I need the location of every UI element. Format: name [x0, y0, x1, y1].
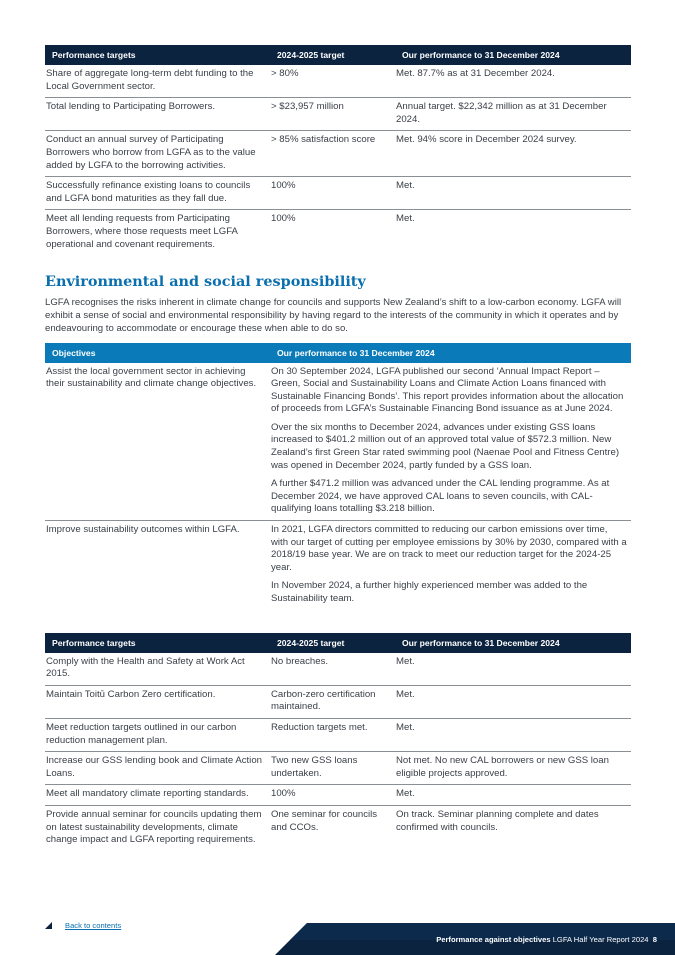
- footer-report-title: LGFA Half Year Report 2024: [552, 935, 649, 944]
- table-row: [45, 131, 631, 177]
- table-header-row: [45, 45, 631, 65]
- table-row: [45, 98, 631, 131]
- table-row: [45, 177, 631, 210]
- table-cell: Met.: [395, 718, 631, 751]
- table-cell: > $23,957 million: [270, 98, 395, 131]
- section-heading: Environmental and social responsibility: [45, 273, 366, 291]
- table-cell: No breaches.: [270, 653, 395, 686]
- table-cell: Meet all lending requests from Participating Borrowers, where those requests meet LGFA operational and covenant requirements.: [46, 213, 238, 250]
- table-cell: Carbon-zero certification maintained.: [270, 685, 395, 718]
- column-header: Performance targets: [45, 45, 270, 65]
- table-cell: 100%: [270, 177, 395, 210]
- table-cell: Maintain Toitū Carbon Zero certification.: [45, 685, 270, 718]
- table-cell: Met.: [395, 785, 631, 806]
- table-row: [45, 210, 631, 255]
- performance-paragraph: In 2021, LGFA directors committed to reducing our carbon emissions over time, with our target of cutting per employee emissions by 30% by 2030, compared with a 2018/19 base year. We are on track to meet our reduction target for the 2024-25 year.: [271, 524, 627, 573]
- section-intro: LGFA recognises the risks inherent in climate change for councils and supports New Zealand’s shift to a low-carbon economy. LGFA will exhibit a sense of social and environmental responsibility by having regard to the interests of the community in which it operates and by endeavouring to accommodate or encourage these when able to do so.: [45, 297, 622, 334]
- table-cell: Met. 87.7% as at 31 December 2024.: [395, 65, 631, 98]
- column-header: Our performance to 31 December 2024: [395, 45, 631, 65]
- table-row: [45, 653, 631, 686]
- objective-cell: Improve sustainability outcomes within LGFA.: [46, 524, 240, 536]
- performance-cell: [270, 521, 631, 610]
- objectives-table: [45, 343, 631, 610]
- table-cell: One seminar for councils and CCOs.: [271, 808, 378, 833]
- table-cell: 100%: [271, 213, 296, 225]
- table-row: [45, 685, 631, 718]
- objective-cell: Assist the local government sector in achieving their sustainability and climate change objectives.: [45, 363, 270, 521]
- table-row: [45, 363, 631, 521]
- performance-targets-table-2: [45, 633, 631, 851]
- table-row: [45, 752, 631, 785]
- column-header: Our performance to 31 December 2024: [395, 633, 631, 653]
- column-header: 2024-2025 target: [270, 45, 395, 65]
- footer-section-label: Performance against objectives: [436, 935, 551, 944]
- table-cell: Met.: [395, 177, 631, 210]
- table-cell: Met. 94% score in December 2024 survey.: [395, 131, 631, 177]
- table-cell: > 85% satisfaction score: [270, 131, 395, 177]
- performance-paragraph: On 30 September 2024, LGFA published our second ‘Annual Impact Report – Green, Social and Sustainability Loans and Climate Action Loans financed with Sustainable Financing Bonds’. This report provides information about the allocation of proceeds from LGFA’s Sustainable Financing Bond issuance as at June 2024.: [271, 365, 624, 415]
- column-header: Performance targets: [45, 633, 270, 653]
- table-cell: Meet all mandatory climate reporting standards.: [45, 785, 270, 806]
- performance-targets-table-1: [45, 45, 631, 255]
- table-cell: Increase our GSS lending book and Climate Action Loans.: [45, 752, 270, 785]
- table-cell: Conduct an annual survey of Participating Borrowers who borrow from LGFA as to the value added by LGFA to the borrowing activities.: [45, 131, 270, 177]
- table-cell: Two new GSS loans undertaken.: [270, 752, 395, 785]
- page-content: [45, 45, 631, 851]
- table-cell: Share of aggregate long-term debt funding to the Local Government sector.: [45, 65, 270, 98]
- table-cell: Total lending to Participating Borrowers.: [45, 98, 270, 131]
- table-cell: Met.: [395, 653, 631, 686]
- table-cell: Provide annual seminar for councils updating them on latest sustainability developments, climate change impact and LGFA reporting requirements.: [46, 808, 262, 846]
- table-cell: 100%: [270, 785, 395, 806]
- table-cell: Successfully refinance existing loans to councils and LGFA bond maturities as they fall due.: [45, 177, 270, 210]
- table-header-row: [45, 343, 631, 363]
- column-header: Our performance to 31 December 2024: [270, 343, 631, 363]
- table-cell: Meet reduction targets outlined in our carbon reduction management plan.: [45, 718, 270, 751]
- table-row: [45, 521, 631, 610]
- table-row: [45, 785, 631, 806]
- table-row: [45, 718, 631, 751]
- footer-text: [436, 935, 657, 944]
- back-to-contents-label: Back to contents: [65, 921, 122, 930]
- column-header: Objectives: [45, 343, 270, 363]
- table-cell: Met.: [395, 685, 631, 718]
- table-cell: Annual target. $22,342 million as at 31 December 2024.: [395, 98, 631, 131]
- table-header-row: [45, 633, 631, 653]
- table-cell: Reduction targets met.: [270, 718, 395, 751]
- performance-paragraph: A further $471.2 million was advanced under the CAL lending programme. As at December 2024, we have approved CAL loans to seven councils, with CAL-qualifying loans totalling $3.218 billion.: [271, 478, 610, 515]
- performance-cell: [270, 363, 631, 521]
- table-cell: Met.: [396, 213, 415, 225]
- table-row: [45, 805, 631, 850]
- table-cell: > 80%: [270, 65, 395, 98]
- table-cell: Comply with the Health and Safety at Work Act 2015.: [45, 653, 270, 686]
- performance-paragraph: In November 2024, a further highly experienced member was added to the Sustainability team.: [271, 580, 588, 605]
- table-cell: On track. Seminar planning complete and dates confirmed with councils.: [396, 808, 599, 833]
- page-number: 8: [652, 935, 657, 944]
- performance-paragraph: Over the six months to December 2024, advances under existing GSS loans increased to $401.2 million out of an approved total value of $572.3 million. New Zealand’s first Green Star rated swimming pool (Naenae Pool and Fitness Centre) was opened in December 2024, partly funded by a GSS loan.: [271, 421, 620, 471]
- table-row: [45, 65, 631, 98]
- table-cell: Not met. No new CAL borrowers or new GSS loan eligible projects approved.: [395, 752, 631, 785]
- column-header: 2024-2025 target: [270, 633, 395, 653]
